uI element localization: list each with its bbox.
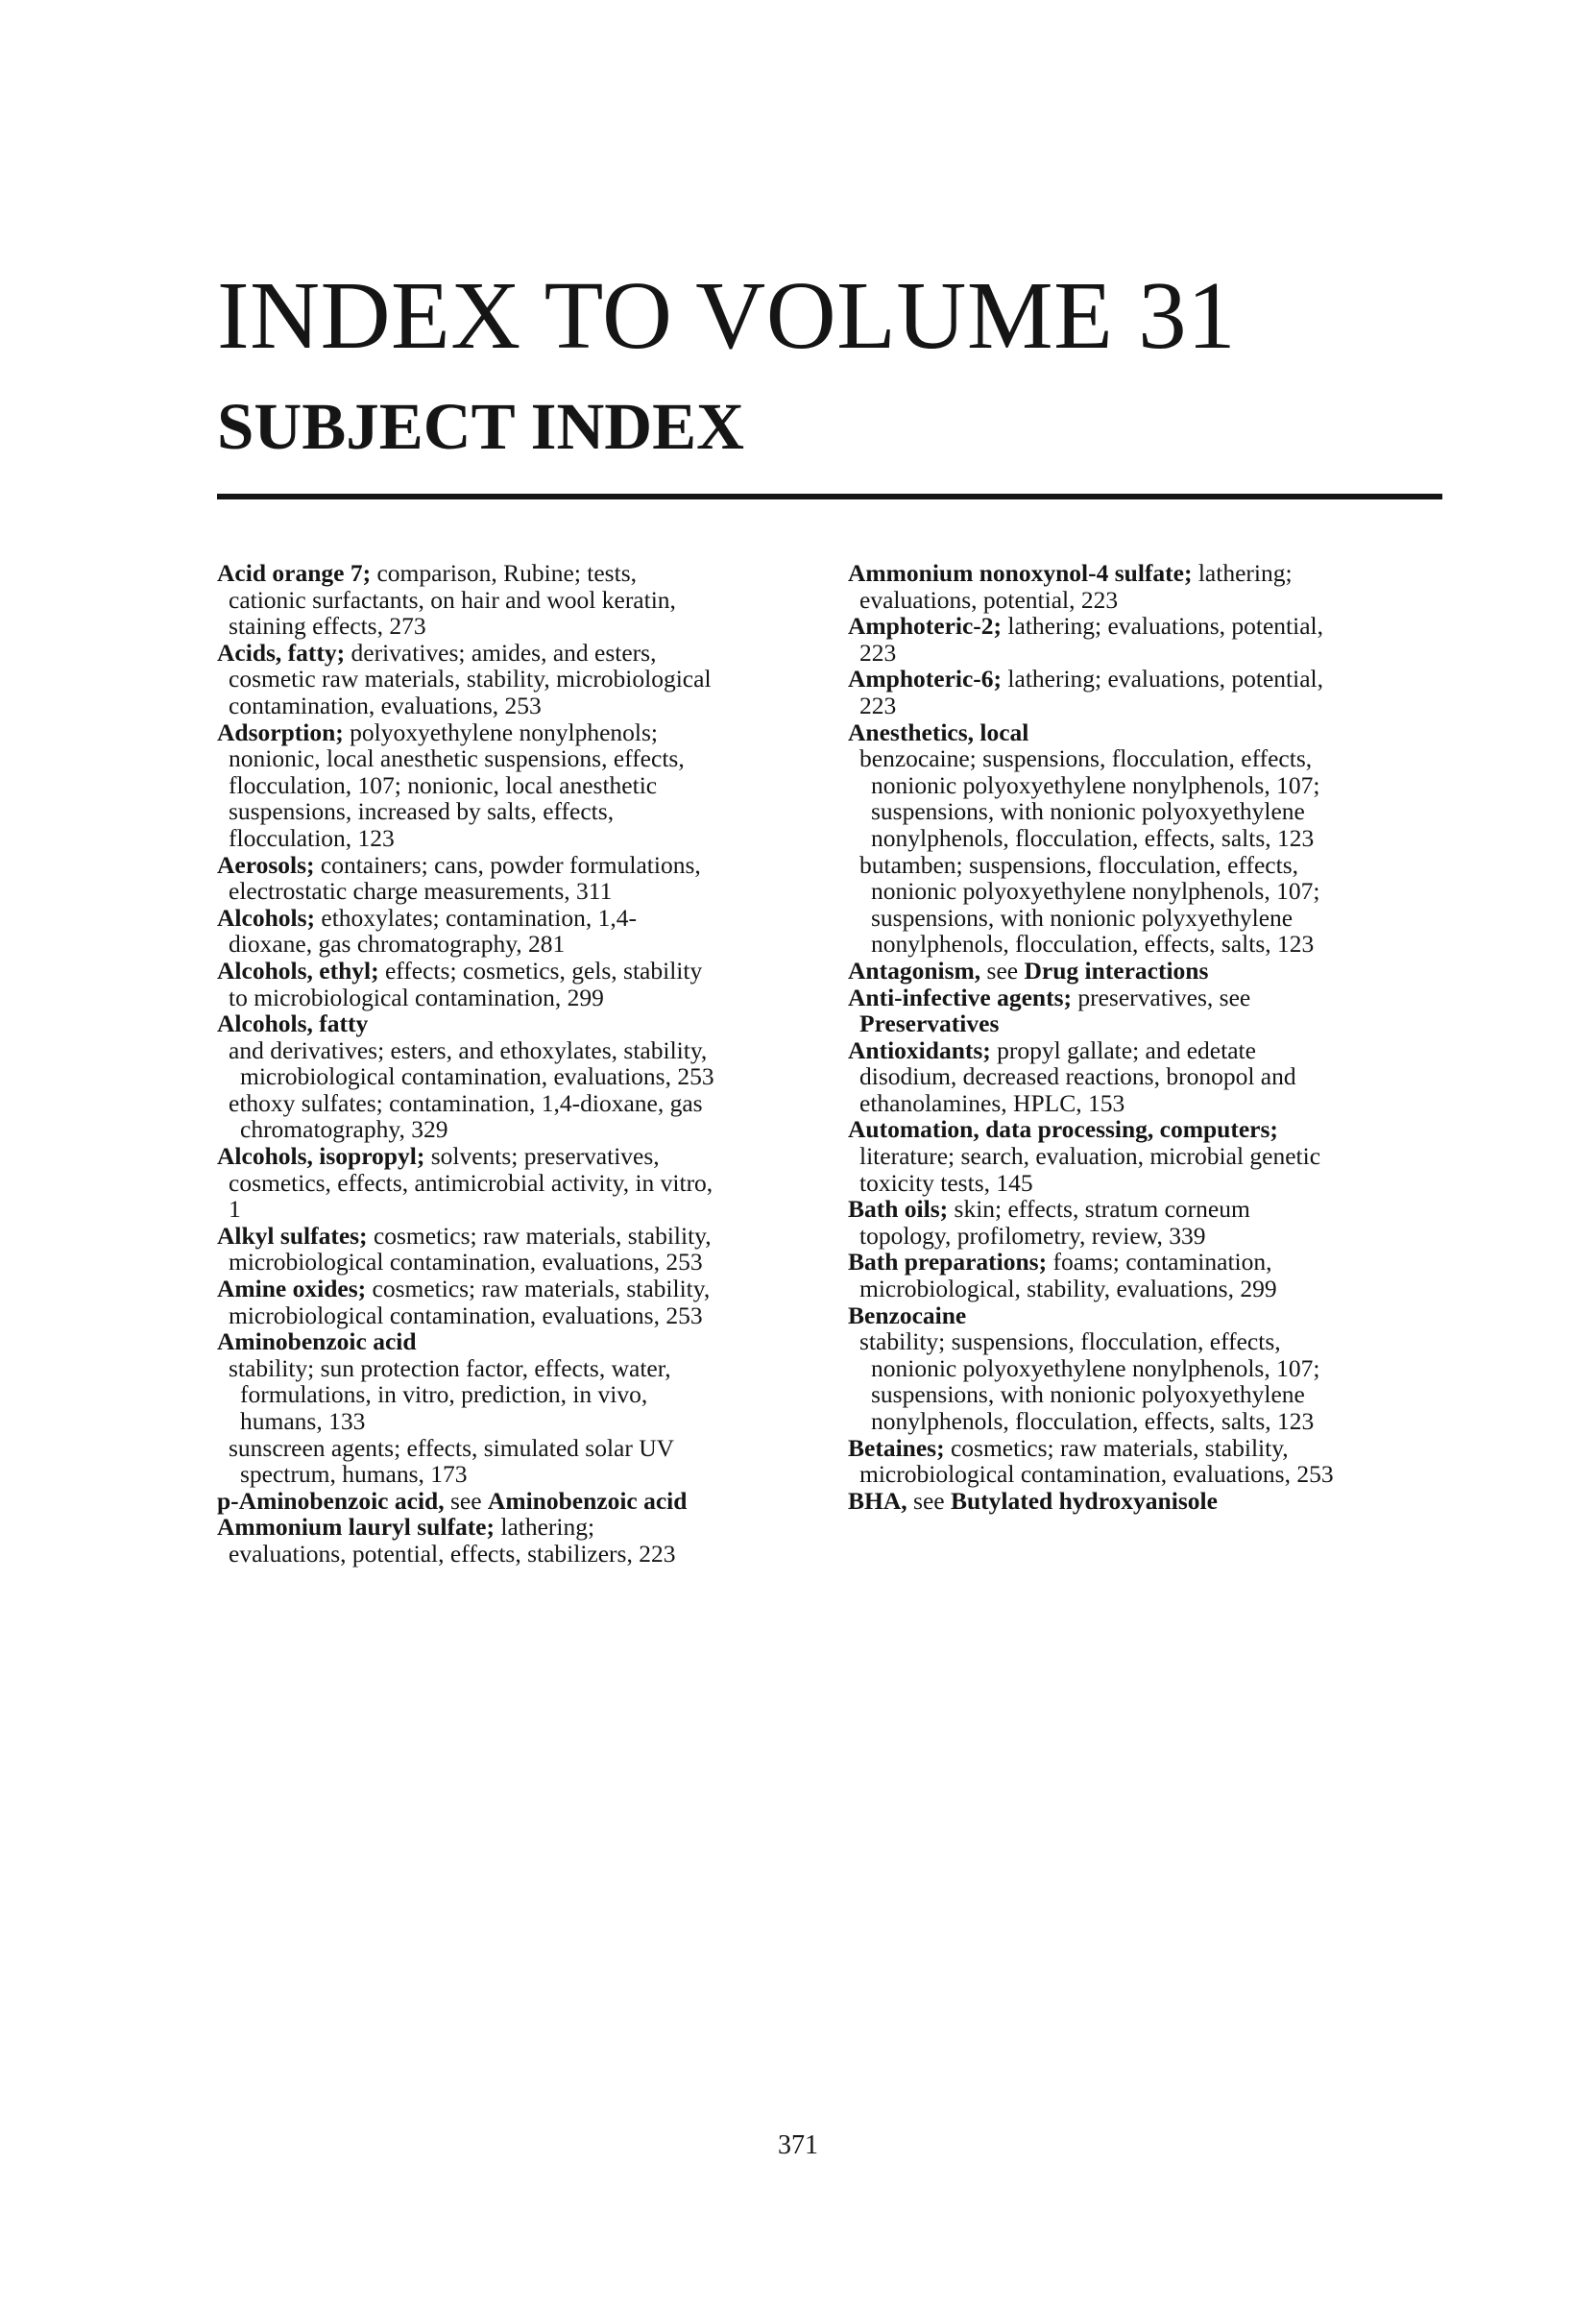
index-entry-text: effects; cosmetics, gels, stability to microbiological contamination, 299 (229, 956, 703, 1011)
index-term: Anti-infective agents; (848, 983, 1072, 1011)
index-term: Acid orange 7; (217, 559, 372, 587)
index-entry-text: polyoxyethylene nonylphenols; nonionic, local anesthetic suspensions, effects, flocculation, 107; nonionic, local anesthetic suspensions, increased by salts, effects, flocculation, 123 (229, 717, 685, 852)
index-term: Amine oxides; (217, 1275, 367, 1303)
index-entry-text: containers; cans, powder formulations, electrostatic charge measurements, 311 (229, 850, 701, 906)
index-entry (848, 719, 1347, 746)
index-entry-text: preservatives, see (1072, 983, 1251, 1011)
index-entry (217, 1488, 716, 1515)
index-entry (217, 852, 716, 905)
index-term: Alcohols; (217, 903, 315, 932)
index-entry-text: solvents; preservatives, cosmetics, effects, antimicrobial activity, in vitro, 1 (229, 1142, 713, 1224)
index-subentry: butamben; suspensions, flocculation, effects, nonionic polyoxyethylene nonylphenols, 107; suspensions, with nonionic polyxyethylene nonylphenols, flocculation, effects, salts, 123 (859, 850, 1320, 959)
index-term: Alcohols, isopropyl; (217, 1142, 425, 1171)
index-entry (217, 1276, 716, 1328)
see-reference: Drug interactions (1024, 956, 1209, 985)
index-entry (217, 1514, 716, 1567)
index-term: Bath preparations; (848, 1248, 1048, 1277)
index-entry-text: comparison, Rubine; tests, cationic surfactants, on hair and wool keratin, staining effects, 273 (229, 559, 676, 641)
index-entry (217, 1328, 716, 1355)
index-entry (217, 1223, 716, 1276)
index-term: Amphoteric-6; (848, 665, 1003, 693)
index-subentry: and derivatives; esters, and ethoxylates, stability, microbiological contamination, evaluations, 253 (229, 1035, 714, 1091)
index-entry-text: cosmetics; raw materials, stability, microbiological contamination, evaluations, 253 (229, 1221, 712, 1277)
index-term: Amphoteric-2; (848, 612, 1003, 641)
index-entry (848, 1196, 1347, 1249)
index-entry-text: literature; search, evaluation, microbial genetic toxicity tests, 145 (859, 1142, 1321, 1197)
index-term: Acids, fatty; (217, 638, 346, 667)
index-entry-text: derivatives; amides, and esters, cosmetic raw materials, stability, microbiological contamination, evaluations, 253 (229, 638, 712, 719)
index-term: Anesthetics, local (848, 717, 1029, 746)
index-entry (217, 560, 716, 640)
index-term: Automation, data processing, computers; (848, 1115, 1278, 1144)
index-entry-text: lathering; evaluations, potential, 223 (859, 665, 1323, 719)
index-subentry: stability; sun protection factor, effects, water, formulations, in vitro, prediction, in vivo, humans, 133 (229, 1353, 671, 1435)
index-entry (217, 1010, 716, 1037)
index-entry-text: lathering; evaluations, potential, 223 (859, 612, 1323, 667)
index-term: Ammonium lauryl sulfate; (217, 1513, 495, 1542)
index-entry (848, 958, 1347, 985)
index-term: Benzocaine (848, 1301, 967, 1329)
page-number: 371 (778, 2130, 818, 2160)
index-entry (848, 985, 1347, 1037)
index-entry-text: foams; contamination, microbiological, stability, evaluations, 299 (859, 1248, 1277, 1303)
index-entry-text: propyl gallate; and edetate disodium, decreased reactions, bronopol and ethanolamines, HPLC, 153 (859, 1035, 1296, 1117)
index-term: Betaines; (848, 1433, 945, 1462)
index-term: Alkyl sulfates; (217, 1221, 368, 1250)
index-entry-text: see (444, 1486, 482, 1515)
index-subentry: benzocaine; suspensions, flocculation, effects, nonionic polyoxyethylene nonylphenols, 107; suspensions, with nonionic polyoxyethylene nonylphenols, flocculation, effects, salts, 123 (859, 744, 1320, 852)
see-reference: Butylated hydroxyanisole (950, 1486, 1218, 1515)
header-rule (217, 494, 1442, 499)
index-subentry: ethoxy sulfates; contamination, 1,4-dioxane, gas chromatography, 329 (229, 1088, 703, 1144)
index-entry (848, 1302, 1347, 1329)
index-subentry: sunscreen agents; effects, simulated solar UV spectrum, humans, 173 (229, 1433, 674, 1489)
index-column-right (848, 560, 1347, 1514)
index-title: INDEX TO VOLUME 31 (217, 261, 1237, 369)
index-entry (848, 1488, 1347, 1515)
index-entry (217, 958, 716, 1010)
index-term: Bath oils; (848, 1195, 949, 1224)
index-term: Aminobenzoic acid (217, 1327, 417, 1356)
index-entry (848, 560, 1347, 613)
index-term: Adsorption; (217, 717, 344, 746)
index-entry (848, 666, 1347, 718)
index-entry (217, 905, 716, 958)
index-entry-text: cosmetics; raw materials, stability, microbiological contamination, evaluations, 253 (859, 1433, 1334, 1489)
index-term: Antioxidants; (848, 1035, 991, 1064)
see-reference: Aminobenzoic acid (487, 1486, 688, 1515)
index-entry-text: lathering; evaluations, potential, effects, stabilizers, 223 (229, 1513, 676, 1568)
see-reference: Preservatives (859, 1009, 1000, 1038)
index-term: BHA, (848, 1486, 907, 1515)
index-entry (848, 613, 1347, 666)
index-term: Aerosols; (217, 850, 315, 879)
index-entry-text: lathering; evaluations, potential, 223 (859, 559, 1293, 614)
index-entry (217, 1143, 716, 1223)
index-entry-text: skin; effects, stratum corneum topology, profilometry, review, 339 (859, 1195, 1250, 1250)
index-entry (217, 719, 716, 852)
index-term: Alcohols, ethyl; (217, 956, 379, 985)
index-term: Alcohols, fatty (217, 1009, 369, 1038)
index-subentry: stability; suspensions, flocculation, effects, nonionic polyoxyethylene nonylphenols, 107; suspensions, with nonionic polyoxyethylene nonylphenols, flocculation, effects, salts, 123 (859, 1327, 1320, 1435)
index-term: Ammonium nonoxynol-4 sulfate; (848, 559, 1193, 587)
index-entry (848, 1116, 1347, 1196)
index-column-left (217, 560, 716, 1568)
index-entry-text: ethoxylates; contamination, 1,4-dioxane, gas chromatography, 281 (229, 903, 637, 959)
index-entry (848, 1435, 1347, 1488)
index-entry-text: see (907, 1486, 945, 1515)
index-term: p-Aminobenzoic acid, (217, 1486, 445, 1515)
index-subtitle: SUBJECT INDEX (217, 390, 744, 463)
index-entry (217, 640, 716, 719)
index-term: Antagonism, (848, 956, 981, 985)
index-entry-text: cosmetics; raw materials, stability, microbiological contamination, evaluations, 253 (229, 1275, 711, 1329)
index-entry (848, 1037, 1347, 1117)
index-entry-text: see (980, 956, 1019, 985)
index-entry (848, 1249, 1347, 1301)
